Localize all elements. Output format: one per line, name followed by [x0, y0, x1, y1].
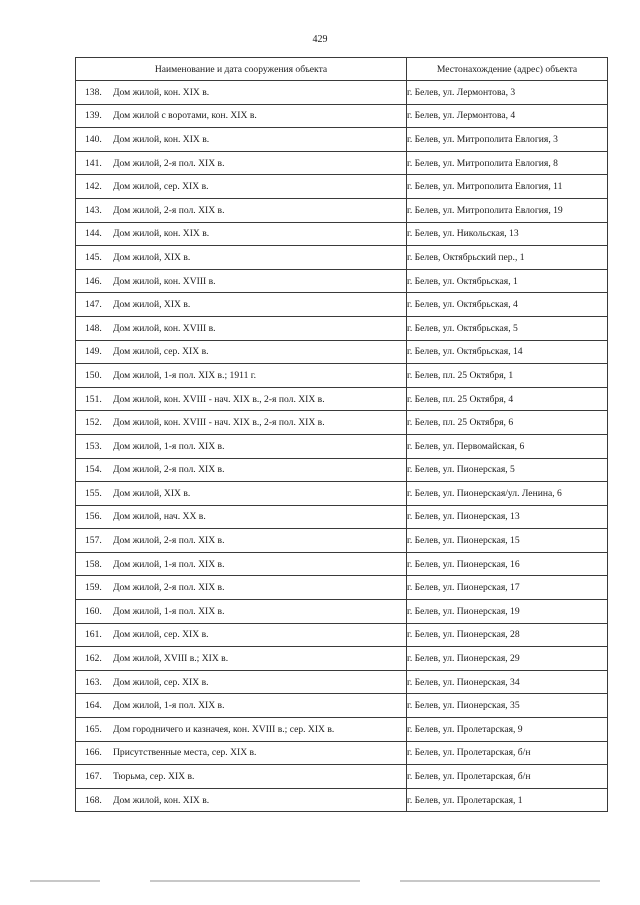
table-row	[76, 694, 608, 718]
row-number: 159.	[85, 582, 102, 594]
heritage-objects-table	[75, 57, 608, 812]
object-address: г. Белев, Октябрьский пер., 1	[407, 246, 608, 270]
row-number: 146.	[85, 275, 102, 287]
object-address: г. Белев, ул. Пионерская, 13	[407, 505, 608, 529]
object-name: Тюрьма, сер. XIX в.	[113, 771, 195, 783]
table-row	[76, 151, 608, 175]
object-name: Дом жилой, сер. XIX в.	[113, 346, 209, 358]
object-name-cell	[76, 765, 407, 789]
row-number: 145.	[85, 251, 102, 263]
row-number: 158.	[85, 558, 102, 570]
object-address: г. Белев, ул. Пионерская, 29	[407, 647, 608, 671]
object-name-cell	[76, 198, 407, 222]
object-name: Дом жилой, нач. XX в.	[113, 511, 206, 523]
object-address: г. Белев, ул. Пионерская, 34	[407, 670, 608, 694]
object-address: г. Белев, пл. 25 Октября, 4	[407, 387, 608, 411]
row-number: 164.	[85, 700, 102, 712]
object-name: Дом жилой, 2-я пол. XIX в.	[113, 204, 225, 216]
table-row	[76, 316, 608, 340]
row-number: 166.	[85, 747, 102, 759]
object-name: Дом жилой, 1-я пол. XIX в.; 1911 г.	[113, 369, 257, 381]
table-row	[76, 293, 608, 317]
object-name-cell	[76, 316, 407, 340]
row-number: 154.	[85, 464, 102, 476]
table-row	[76, 765, 608, 789]
object-name: Дом жилой, кон. XIX в.	[113, 228, 210, 240]
row-number: 163.	[85, 676, 102, 688]
table-row	[76, 434, 608, 458]
object-address: г. Белев, ул. Пионерская, 15	[407, 529, 608, 553]
object-name: Дом жилой, кон. XIX в.	[113, 794, 210, 806]
row-number: 168.	[85, 794, 102, 806]
object-address: г. Белев, ул. Митрополита Евлогия, 19	[407, 198, 608, 222]
object-address: г. Белев, ул. Лермонтова, 4	[407, 104, 608, 128]
object-name: Дом жилой, кон. XVIII - нач. XIX в., 2-я пол. XIX в.	[113, 417, 325, 429]
table-row	[76, 529, 608, 553]
row-number: 138.	[85, 86, 102, 98]
object-name: Дом жилой, 1-я пол. XIX в.	[113, 558, 225, 570]
object-address: г. Белев, ул. Пионерская, 19	[407, 600, 608, 624]
row-number: 152.	[85, 417, 102, 429]
object-name-cell	[76, 576, 407, 600]
object-name: Дом жилой, XVIII в.; XIX в.	[113, 653, 229, 665]
table-row	[76, 128, 608, 152]
object-name-cell	[76, 600, 407, 624]
object-address: г. Белев, ул. Пролетарская, б/н	[407, 765, 608, 789]
row-number: 160.	[85, 605, 102, 617]
object-name: Дом жилой, сер. XIX в.	[113, 181, 209, 193]
object-name: Дом городничего и казначея, кон. XVIII в.; сер. XIX в.	[113, 723, 335, 735]
object-name-cell	[76, 741, 407, 765]
row-number: 139.	[85, 110, 102, 122]
object-address: г. Белев, пл. 25 Октября, 1	[407, 364, 608, 388]
object-address: г. Белев, ул. Первомайская, 6	[407, 434, 608, 458]
object-name: Присутственные места, сер. XIX в.	[113, 747, 257, 759]
object-name-cell	[76, 151, 407, 175]
row-number: 153.	[85, 440, 102, 452]
row-number: 167.	[85, 771, 102, 783]
object-address: г. Белев, ул. Пионерская, 28	[407, 623, 608, 647]
object-name-cell	[76, 104, 407, 128]
table-row	[76, 741, 608, 765]
column-header-address: Местонахождение (адрес) объекта	[407, 58, 608, 81]
table-row	[76, 482, 608, 506]
object-address: г. Белев, ул. Пионерская, 17	[407, 576, 608, 600]
object-name: Дом жилой с воротами, кон. XIX в.	[113, 110, 257, 122]
table-row	[76, 718, 608, 742]
object-address: г. Белев, ул. Пионерская, 16	[407, 552, 608, 576]
row-number: 157.	[85, 535, 102, 547]
table-row	[76, 198, 608, 222]
page-number: 429	[312, 34, 328, 45]
object-name-cell	[76, 647, 407, 671]
table-header-row	[76, 58, 608, 81]
object-address: г. Белев, ул. Пролетарская, 1	[407, 788, 608, 812]
table-row	[76, 387, 608, 411]
object-name: Дом жилой, 1-я пол. XIX в.	[113, 605, 225, 617]
row-number: 140.	[85, 133, 102, 145]
row-number: 149.	[85, 346, 102, 358]
row-number: 147.	[85, 299, 102, 311]
row-number: 155.	[85, 487, 102, 499]
object-name-cell	[76, 529, 407, 553]
object-address: г. Белев, ул. Октябрьская, 1	[407, 269, 608, 293]
scan-artifact	[150, 880, 360, 882]
object-name: Дом жилой, XIX в.	[113, 487, 191, 499]
object-name: Дом жилой, кон. XVIII в.	[113, 275, 216, 287]
object-name-cell	[76, 269, 407, 293]
object-name: Дом жилой, сер. XIX в.	[113, 676, 209, 688]
object-name-cell	[76, 246, 407, 270]
row-number: 143.	[85, 204, 102, 216]
object-name: Дом жилой, кон. XVIII в.	[113, 322, 216, 334]
object-name: Дом жилой, 1-я пол. XIX в.	[113, 440, 225, 452]
table-row	[76, 647, 608, 671]
table-row	[76, 670, 608, 694]
object-address: г. Белев, ул. Пионерская, 35	[407, 694, 608, 718]
table-row	[76, 552, 608, 576]
object-name-cell	[76, 694, 407, 718]
table-row	[76, 104, 608, 128]
object-name: Дом жилой, кон. XIX в.	[113, 133, 210, 145]
table-row	[76, 505, 608, 529]
row-number: 151.	[85, 393, 102, 405]
object-address: г. Белев, ул. Пролетарская, б/н	[407, 741, 608, 765]
object-name: Дом жилой, 1-я пол. XIX в.	[113, 700, 225, 712]
object-name-cell	[76, 788, 407, 812]
object-name-cell	[76, 434, 407, 458]
object-name-cell	[76, 411, 407, 435]
table-row	[76, 623, 608, 647]
table-row	[76, 458, 608, 482]
object-name-cell	[76, 458, 407, 482]
object-name-cell	[76, 340, 407, 364]
object-name-cell	[76, 670, 407, 694]
object-name-cell	[76, 505, 407, 529]
object-name: Дом жилой, сер. XIX в.	[113, 629, 209, 641]
row-number: 141.	[85, 157, 102, 169]
object-address: г. Белев, ул. Митрополита Евлогия, 3	[407, 128, 608, 152]
table-row	[76, 222, 608, 246]
row-number: 156.	[85, 511, 102, 523]
object-address: г. Белев, ул. Октябрьская, 5	[407, 316, 608, 340]
object-address: г. Белев, ул. Пионерская/ул. Ленина, 6	[407, 482, 608, 506]
object-address: г. Белев, ул. Митрополита Евлогия, 11	[407, 175, 608, 199]
row-number: 148.	[85, 322, 102, 334]
object-name-cell	[76, 293, 407, 317]
object-name: Дом жилой, кон. XIX в.	[113, 86, 210, 98]
row-number: 161.	[85, 629, 102, 641]
scan-artifact	[400, 880, 600, 882]
table-row	[76, 576, 608, 600]
object-name-cell	[76, 387, 407, 411]
object-name: Дом жилой, 2-я пол. XIX в.	[113, 535, 225, 547]
object-name-cell	[76, 364, 407, 388]
object-name: Дом жилой, XIX в.	[113, 251, 191, 263]
object-name-cell	[76, 222, 407, 246]
table-row	[76, 81, 608, 105]
table-row	[76, 788, 608, 812]
row-number: 142.	[85, 181, 102, 193]
object-address: г. Белев, ул. Лермонтова, 3	[407, 81, 608, 105]
column-header-name: Наименование и дата сооружения объекта	[76, 58, 407, 81]
object-name: Дом жилой, 2-я пол. XIX в.	[113, 464, 225, 476]
object-name-cell	[76, 128, 407, 152]
table-row	[76, 175, 608, 199]
table-row	[76, 246, 608, 270]
object-address: г. Белев, ул. Октябрьская, 4	[407, 293, 608, 317]
object-name: Дом жилой, 2-я пол. XIX в.	[113, 582, 225, 594]
object-name: Дом жилой, 2-я пол. XIX в.	[113, 157, 225, 169]
object-address: г. Белев, ул. Пионерская, 5	[407, 458, 608, 482]
object-name-cell	[76, 552, 407, 576]
object-name-cell	[76, 718, 407, 742]
table-row	[76, 269, 608, 293]
object-address: г. Белев, пл. 25 Октября, 6	[407, 411, 608, 435]
object-name: Дом жилой, кон. XVIII - нач. XIX в., 2-я пол. XIX в.	[113, 393, 325, 405]
table-row	[76, 600, 608, 624]
row-number: 165.	[85, 723, 102, 735]
table-row	[76, 411, 608, 435]
row-number: 162.	[85, 653, 102, 665]
object-name: Дом жилой, XIX в.	[113, 299, 191, 311]
table-row	[76, 340, 608, 364]
object-name-cell	[76, 81, 407, 105]
table-row	[76, 364, 608, 388]
object-address: г. Белев, ул. Октябрьская, 14	[407, 340, 608, 364]
row-number: 150.	[85, 369, 102, 381]
object-address: г. Белев, ул. Пролетарская, 9	[407, 718, 608, 742]
object-address: г. Белев, ул. Митрополита Евлогия, 8	[407, 151, 608, 175]
object-name-cell	[76, 623, 407, 647]
object-address: г. Белев, ул. Никольская, 13	[407, 222, 608, 246]
object-name-cell	[76, 482, 407, 506]
scan-artifact	[30, 880, 100, 882]
row-number: 144.	[85, 228, 102, 240]
object-name-cell	[76, 175, 407, 199]
